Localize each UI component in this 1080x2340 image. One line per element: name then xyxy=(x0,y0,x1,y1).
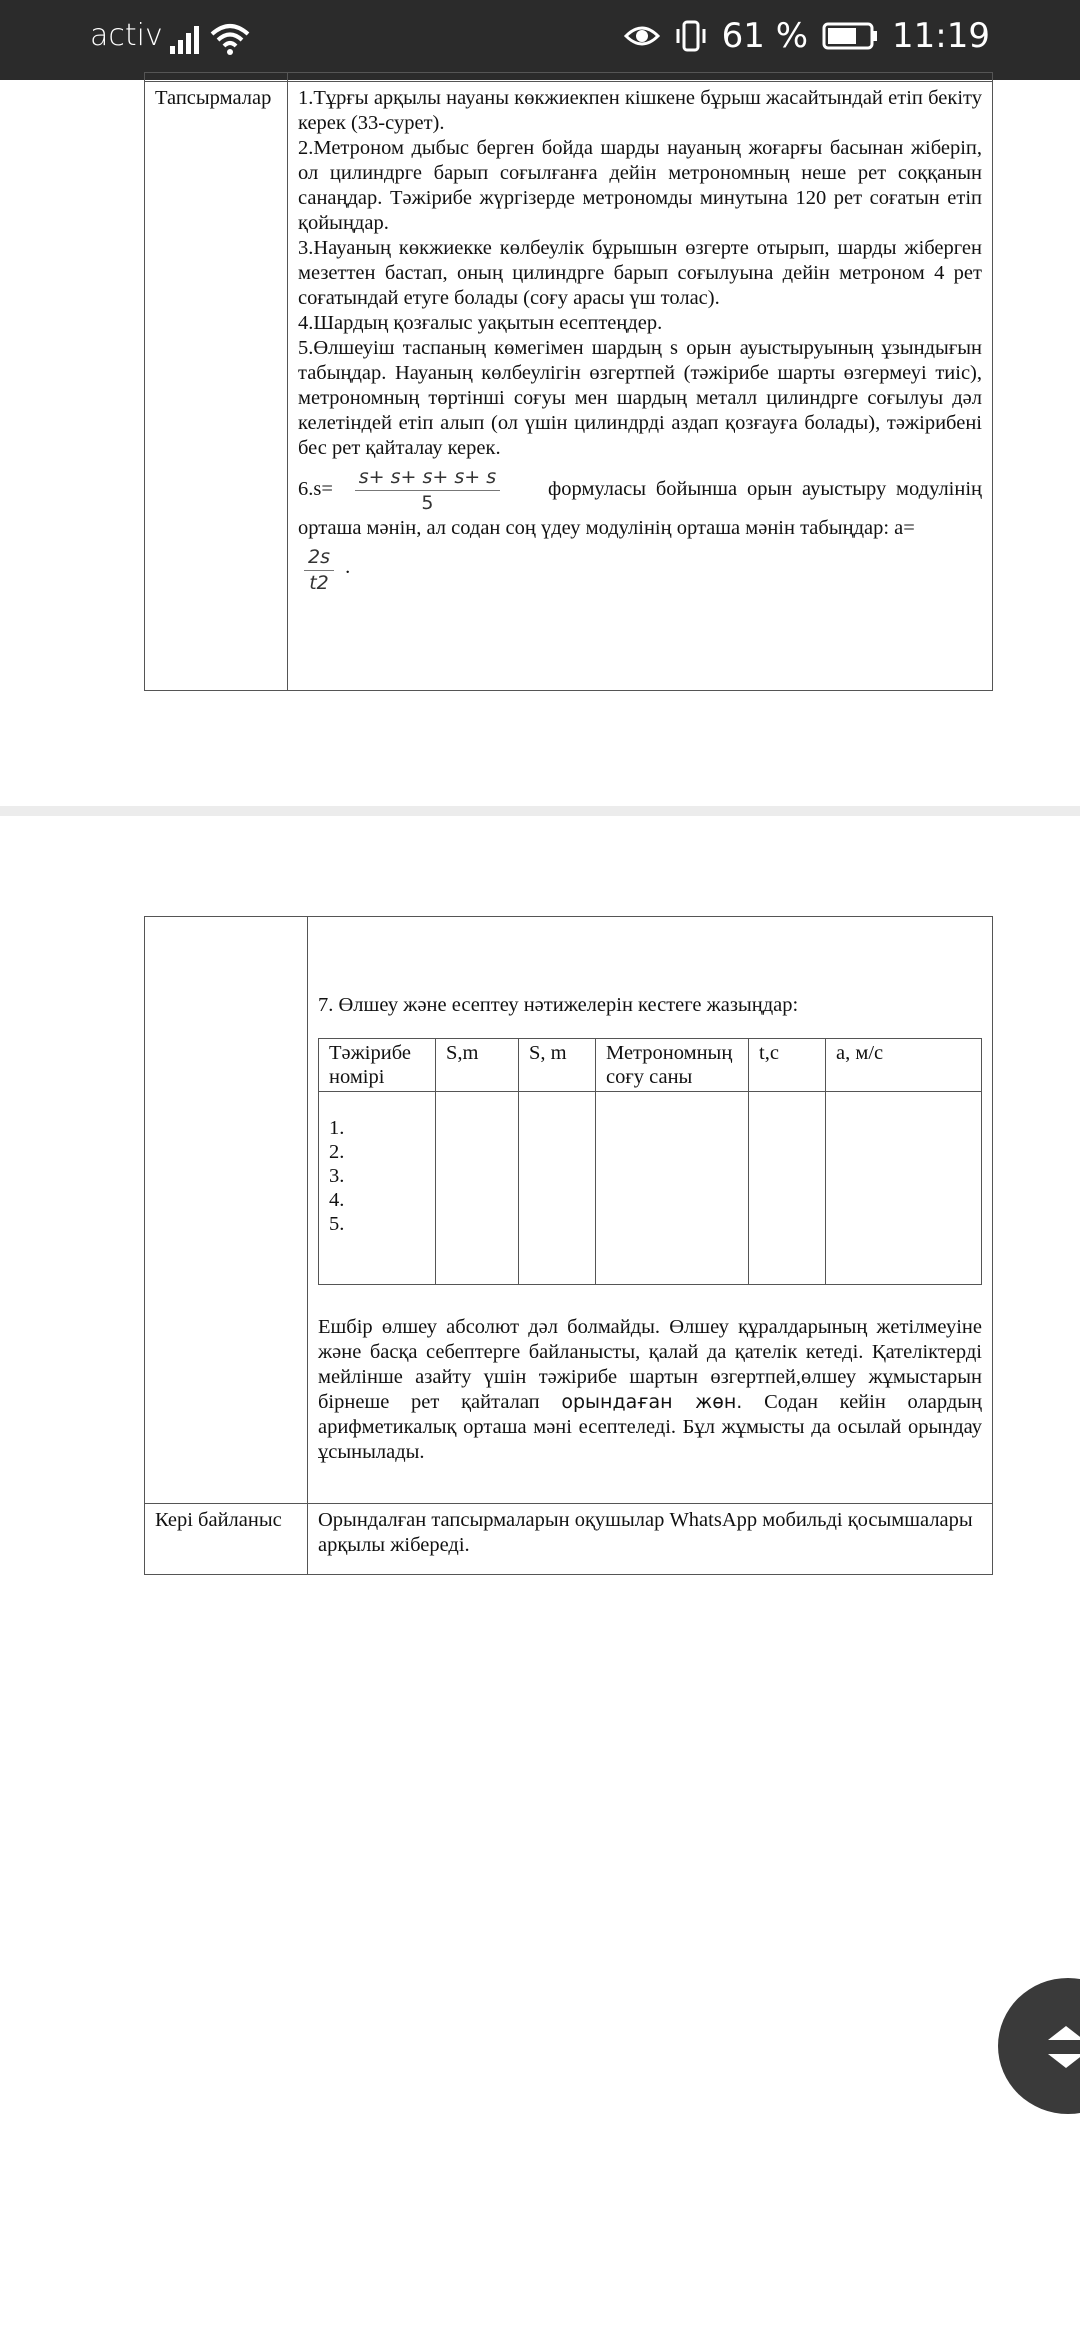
step-3: 3.Науаның көкжиекке көлбеулік бұрышын өзгерте отырып, шарды жіберген мезеттен бастап, оның цилиндрге барып соғылуына дейін метроном 4 рет соғатындай етуге болады (соғу арасы үш толас). xyxy=(298,237,982,309)
row-number: 4. xyxy=(329,1189,345,1211)
note-highlight: орындаған жөн. xyxy=(561,1391,743,1413)
step-4: 4.Шардың қозғалыс уақытын есептеңдер. xyxy=(298,312,663,334)
tasks-content xyxy=(288,82,993,691)
row-number: 2. xyxy=(329,1141,345,1163)
scroll-arrows xyxy=(1040,2018,1080,2076)
measurement-note xyxy=(318,1315,982,1465)
row-numbers xyxy=(319,1092,436,1285)
document-page-1 xyxy=(0,80,1080,810)
results-header-row xyxy=(319,1039,982,1092)
accel-suffix: . xyxy=(345,556,351,579)
arrow-down-icon xyxy=(1048,2054,1080,2068)
step-5: 5.Өлшеуіш таспаның көмегімен шардың s орын ауыстыруының ұзындығын табыңдар. Науаның көлбеулігін өзгертпей (тәжірибе шарты өзгермеуі тиіс), метрономның төртінші соғуы мен шардың металл цилиндрге соғылуы дәл келетіндей етіп алып (ол үшін цилиндрді аздап қозғауға болады), тәжірибені бес рет қайталау керек. xyxy=(298,337,982,459)
row-number: 5. xyxy=(329,1213,345,1235)
battery-percent: 61 % xyxy=(721,16,809,56)
formula-numerator: s+ s+ s+ s+ s xyxy=(355,465,500,491)
step-7: 7. Өлшеу және есептеу нәтижелерін кестеге жазыңдар: xyxy=(318,994,799,1016)
carrier-name: activ xyxy=(90,18,163,53)
accel-numerator: 2s xyxy=(304,545,334,571)
status-bar xyxy=(0,0,1080,80)
cell-empty xyxy=(519,1092,596,1285)
wifi-icon xyxy=(210,22,250,56)
clock: 11:19 xyxy=(892,16,990,56)
document-page-2 xyxy=(0,816,1080,2340)
tasks-table xyxy=(144,72,993,691)
header-time: t,c xyxy=(749,1039,826,1092)
step-6-prefix: 6.s= xyxy=(298,478,333,501)
row-number: 1. xyxy=(329,1117,345,1139)
tasks-table-continued xyxy=(144,916,993,1575)
results-body-row xyxy=(319,1092,982,1285)
note-part-1: Ешбір өлшеу абсолют дәл болмайды. Өлшеу құралдарының жетілмеуіне және басқа себептерге байланысты, қалай да қателік кетеді. Қателіктерді мейлінше азайту үшін тәжірибе шартын өзгертпей,өлшеу жұмыстарын бірнеше рет қайталап xyxy=(318,1316,982,1413)
tasks-label: Тапсырмалар xyxy=(145,82,288,691)
row-number: 3. xyxy=(329,1165,345,1187)
page-separator xyxy=(0,806,1080,816)
cell-empty xyxy=(436,1092,519,1285)
results-table xyxy=(318,1038,982,1285)
feedback-text: Орындалған тапсырмаларын оқушылар WhatsApp мобильді қосымшалары арқылы жібереді. xyxy=(308,1504,993,1575)
eye-icon xyxy=(624,22,660,50)
cell-empty xyxy=(826,1092,982,1285)
step-7-block xyxy=(308,917,993,1504)
cell-empty xyxy=(749,1092,826,1285)
status-right xyxy=(624,16,990,56)
vibrate-icon xyxy=(674,19,708,53)
header-acceleration: a, м/с xyxy=(826,1039,982,1092)
feedback-label: Кері байланыс xyxy=(145,1504,308,1575)
note-part-2: Содан кейін олардың арифметикалық орташа мәні есептеледі. Бұл жұмысты да осылай орындау ұсынылады. xyxy=(318,1391,982,1463)
header-s-m-2: S, m xyxy=(519,1039,596,1092)
step-6-text: формуласы бойынша орын ауыстыру модулінің орташа мәнін, ал содан соң үдеу модулінің орташа мәнін табыңдар: a= xyxy=(298,478,983,539)
header-s-m-1: S,m xyxy=(436,1039,519,1092)
step-1: 1.Тұрғы арқылы науаны көкжиекпен кішкене бұрыш жасайтындай етіп бекіту керек (33-сурет). xyxy=(298,87,982,134)
cell-empty xyxy=(596,1092,749,1285)
step-6 xyxy=(298,465,982,596)
step-2: 2.Метроном дыбыс берген бойда шарды науаның жоғарғы басынан жіберіп, ол цилиндрге барып соғылғанға дейін метрономның неше рет соққанын санаңдар. Тәжірибе жүргізерде метрономды минутына 120 рет соғатын етіп қойыңдар. xyxy=(298,137,982,234)
battery-icon xyxy=(822,22,878,50)
mean-displacement-formula xyxy=(355,465,500,516)
header-experiment-number: Тәжірибе номірі xyxy=(319,1039,436,1092)
acceleration-formula xyxy=(304,545,334,596)
accel-denominator: t2 xyxy=(309,572,329,594)
arrow-up-icon xyxy=(1048,2026,1080,2040)
formula-denominator: 5 xyxy=(421,492,434,514)
header-metronome-count: Метрономның соғу саны xyxy=(596,1039,749,1092)
signal-icon xyxy=(168,22,202,56)
